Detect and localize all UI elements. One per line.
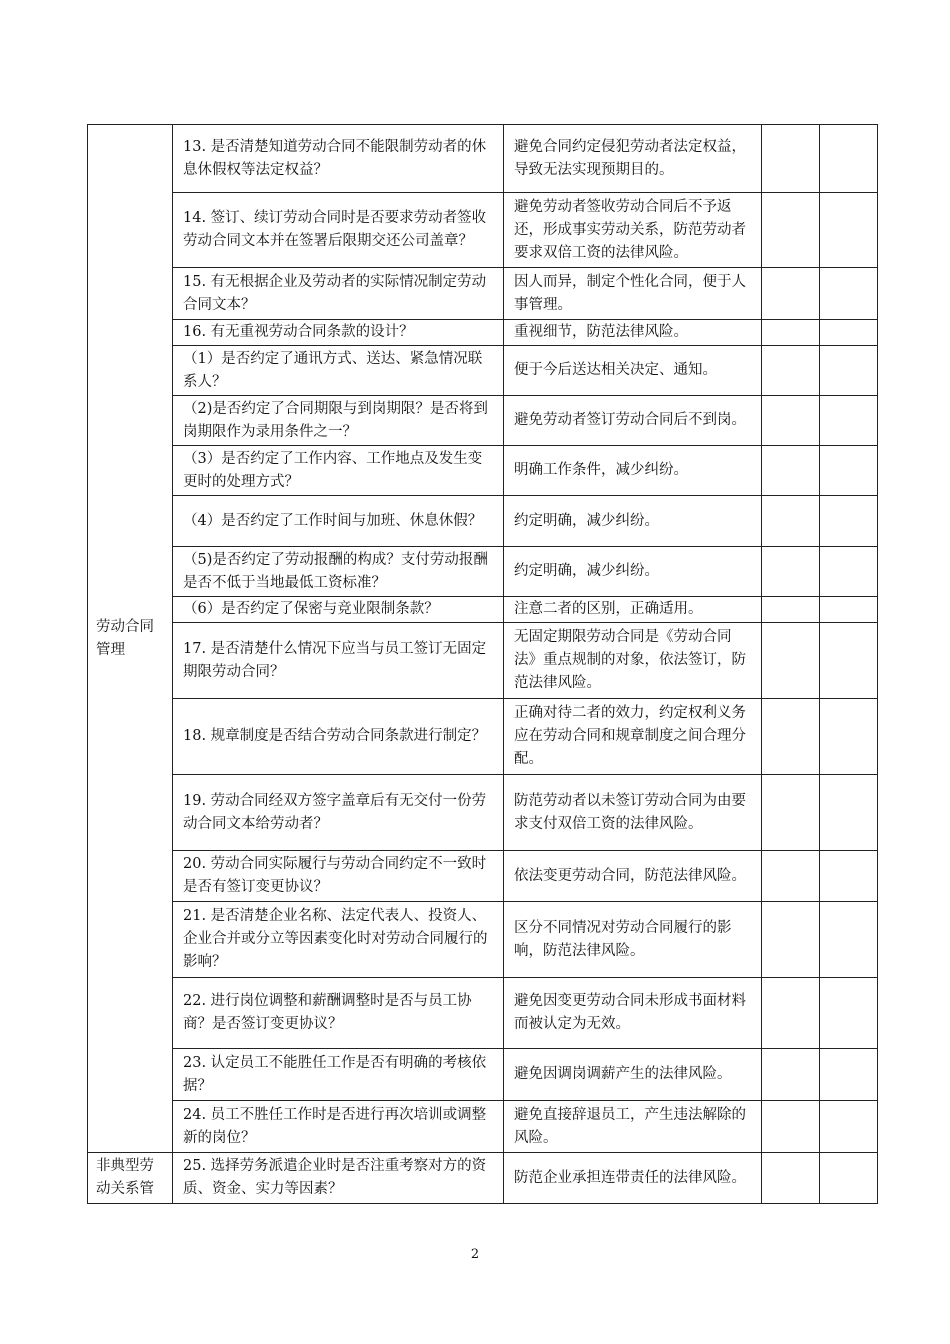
check-cell-2[interactable] bbox=[820, 396, 878, 446]
check-cell-1[interactable] bbox=[762, 320, 820, 346]
check-cell-1[interactable] bbox=[762, 193, 820, 268]
category-cell: 非典型劳动关系管 bbox=[88, 1153, 173, 1204]
check-cell-1[interactable] bbox=[762, 396, 820, 446]
table-row bbox=[88, 125, 878, 193]
question-cell: 20. 劳动合同实际履行与劳动合同约定不一致时是否有签订变更协议？ bbox=[173, 851, 504, 902]
check-cell-1[interactable] bbox=[762, 1101, 820, 1153]
question-cell: 18. 规章制度是否结合劳动合同条款进行制定？ bbox=[173, 699, 504, 775]
check-cell-1[interactable] bbox=[762, 1153, 820, 1204]
table-row bbox=[88, 446, 878, 496]
table-row bbox=[88, 623, 878, 699]
purpose-cell: 明确工作条件，减少纠纷。 bbox=[504, 446, 762, 496]
table-row bbox=[88, 1153, 878, 1204]
check-cell-1[interactable] bbox=[762, 125, 820, 193]
table-row bbox=[88, 699, 878, 775]
table-row bbox=[88, 1101, 878, 1153]
purpose-cell: 避免劳动者签收劳动合同后不予返还，形成事实劳动关系，防范劳动者要求双倍工资的法律风险。 bbox=[504, 193, 762, 268]
check-cell-2[interactable] bbox=[820, 346, 878, 396]
table-row bbox=[88, 978, 878, 1049]
table-row bbox=[88, 775, 878, 851]
purpose-cell: 无固定期限劳动合同是《劳动合同法》重点规制的对象，依法签订，防范法律风险。 bbox=[504, 623, 762, 699]
table-row bbox=[88, 902, 878, 978]
question-cell: 17. 是否清楚什么情况下应当与员工签订无固定期限劳动合同？ bbox=[173, 623, 504, 699]
check-cell-2[interactable] bbox=[820, 1101, 878, 1153]
check-cell-2[interactable] bbox=[820, 125, 878, 193]
check-cell-1[interactable] bbox=[762, 547, 820, 597]
check-cell-2[interactable] bbox=[820, 699, 878, 775]
check-cell-1[interactable] bbox=[762, 268, 820, 320]
purpose-cell: 避免劳动者签订劳动合同后不到岗。 bbox=[504, 396, 762, 446]
question-cell: 16. 有无重视劳动合同条款的设计？ bbox=[173, 320, 504, 346]
page-number: 2 bbox=[470, 1247, 480, 1262]
check-cell-2[interactable] bbox=[820, 978, 878, 1049]
purpose-cell: 防范劳动者以未签订劳动合同为由要求支付双倍工资的法律风险。 bbox=[504, 775, 762, 851]
purpose-cell: 约定明确，减少纠纷。 bbox=[504, 496, 762, 547]
check-cell-2[interactable] bbox=[820, 547, 878, 597]
check-cell-2[interactable] bbox=[820, 320, 878, 346]
check-cell-1[interactable] bbox=[762, 346, 820, 396]
check-cell-2[interactable] bbox=[820, 775, 878, 851]
table-row bbox=[88, 496, 878, 547]
check-cell-2[interactable] bbox=[820, 597, 878, 623]
question-cell: （2)是否约定了合同期限与到岗期限？是否将到岗期限作为录用条件之一？ bbox=[173, 396, 504, 446]
check-cell-2[interactable] bbox=[820, 1049, 878, 1101]
purpose-cell: 避免合同约定侵犯劳动者法定权益，导致无法实现预期目的。 bbox=[504, 125, 762, 193]
check-cell-1[interactable] bbox=[762, 623, 820, 699]
check-cell-2[interactable] bbox=[820, 623, 878, 699]
check-cell-2[interactable] bbox=[820, 902, 878, 978]
table-row bbox=[88, 193, 878, 268]
question-cell: 15. 有无根据企业及劳动者的实际情况制定劳动合同文本？ bbox=[173, 268, 504, 320]
purpose-cell: 防范企业承担连带责任的法律风险。 bbox=[504, 1153, 762, 1204]
table-row bbox=[88, 346, 878, 396]
question-cell: 21. 是否清楚企业名称、法定代表人、投资人、企业合并或分立等因素变化时对劳动合同履行的影响？ bbox=[173, 902, 504, 978]
check-cell-2[interactable] bbox=[820, 1153, 878, 1204]
check-cell-1[interactable] bbox=[762, 446, 820, 496]
purpose-cell: 区分不同情况对劳动合同履行的影响，防范法律风险。 bbox=[504, 902, 762, 978]
table-row bbox=[88, 320, 878, 346]
table-row bbox=[88, 268, 878, 320]
purpose-cell: 因人而异，制定个性化合同，便于人事管理。 bbox=[504, 268, 762, 320]
table-row bbox=[88, 396, 878, 446]
question-cell: （5)是否约定了劳动报酬的构成？支付劳动报酬是否不低于当地最低工资标准？ bbox=[173, 547, 504, 597]
check-cell-1[interactable] bbox=[762, 1049, 820, 1101]
table-row bbox=[88, 597, 878, 623]
check-cell-2[interactable] bbox=[820, 268, 878, 320]
check-cell-1[interactable] bbox=[762, 902, 820, 978]
check-cell-1[interactable] bbox=[762, 496, 820, 547]
purpose-cell: 避免因调岗调薪产生的法律风险。 bbox=[504, 1049, 762, 1101]
purpose-cell: 正确对待二者的效力，约定权利义务应在劳动合同和规章制度之间合理分配。 bbox=[504, 699, 762, 775]
purpose-cell: 避免因变更劳动合同未形成书面材料而被认定为无效。 bbox=[504, 978, 762, 1049]
question-cell: （1）是否约定了通讯方式、送达、紧急情况联系人？ bbox=[173, 346, 504, 396]
check-cell-1[interactable] bbox=[762, 775, 820, 851]
check-cell-2[interactable] bbox=[820, 496, 878, 547]
purpose-cell: 避免直接辞退员工，产生违法解除的风险。 bbox=[504, 1101, 762, 1153]
category-cell: 劳动合同管理 bbox=[88, 125, 173, 1153]
question-cell: 25. 选择劳务派遣企业时是否注重考察对方的资质、资金、实力等因素？ bbox=[173, 1153, 504, 1204]
check-cell-1[interactable] bbox=[762, 851, 820, 902]
purpose-cell: 注意二者的区别，正确适用。 bbox=[504, 597, 762, 623]
question-cell: 13. 是否清楚知道劳动合同不能限制劳动者的休息休假权等法定权益？ bbox=[173, 125, 504, 193]
purpose-cell: 依法变更劳动合同，防范法律风险。 bbox=[504, 851, 762, 902]
question-cell: 14. 签订、续订劳动合同时是否要求劳动者签收劳动合同文本并在签署后限期交还公司盖章？ bbox=[173, 193, 504, 268]
question-cell: 19. 劳动合同经双方签字盖章后有无交付一份劳动合同文本给劳动者？ bbox=[173, 775, 504, 851]
purpose-cell: 便于今后送达相关决定、通知。 bbox=[504, 346, 762, 396]
question-cell: 23. 认定员工不能胜任工作是否有明确的考核依据？ bbox=[173, 1049, 504, 1101]
question-cell: 24. 员工不胜任工作时是否进行再次培训或调整新的岗位？ bbox=[173, 1101, 504, 1153]
table-row bbox=[88, 851, 878, 902]
question-cell: （3）是否约定了工作内容、工作地点及发生变更时的处理方式？ bbox=[173, 446, 504, 496]
labor-contract-checklist-table bbox=[87, 124, 878, 1204]
check-cell-2[interactable] bbox=[820, 851, 878, 902]
question-cell: （4）是否约定了工作时间与加班、休息休假？ bbox=[173, 496, 504, 547]
table-row bbox=[88, 547, 878, 597]
check-cell-1[interactable] bbox=[762, 597, 820, 623]
table-row bbox=[88, 1049, 878, 1101]
check-cell-1[interactable] bbox=[762, 699, 820, 775]
question-cell: （6）是否约定了保密与竞业限制条款？ bbox=[173, 597, 504, 623]
check-cell-2[interactable] bbox=[820, 446, 878, 496]
question-cell: 22. 进行岗位调整和薪酬调整时是否与员工协商？是否签订变更协议？ bbox=[173, 978, 504, 1049]
purpose-cell: 重视细节，防范法律风险。 bbox=[504, 320, 762, 346]
check-cell-1[interactable] bbox=[762, 978, 820, 1049]
purpose-cell: 约定明确，减少纠纷。 bbox=[504, 547, 762, 597]
check-cell-2[interactable] bbox=[820, 193, 878, 268]
